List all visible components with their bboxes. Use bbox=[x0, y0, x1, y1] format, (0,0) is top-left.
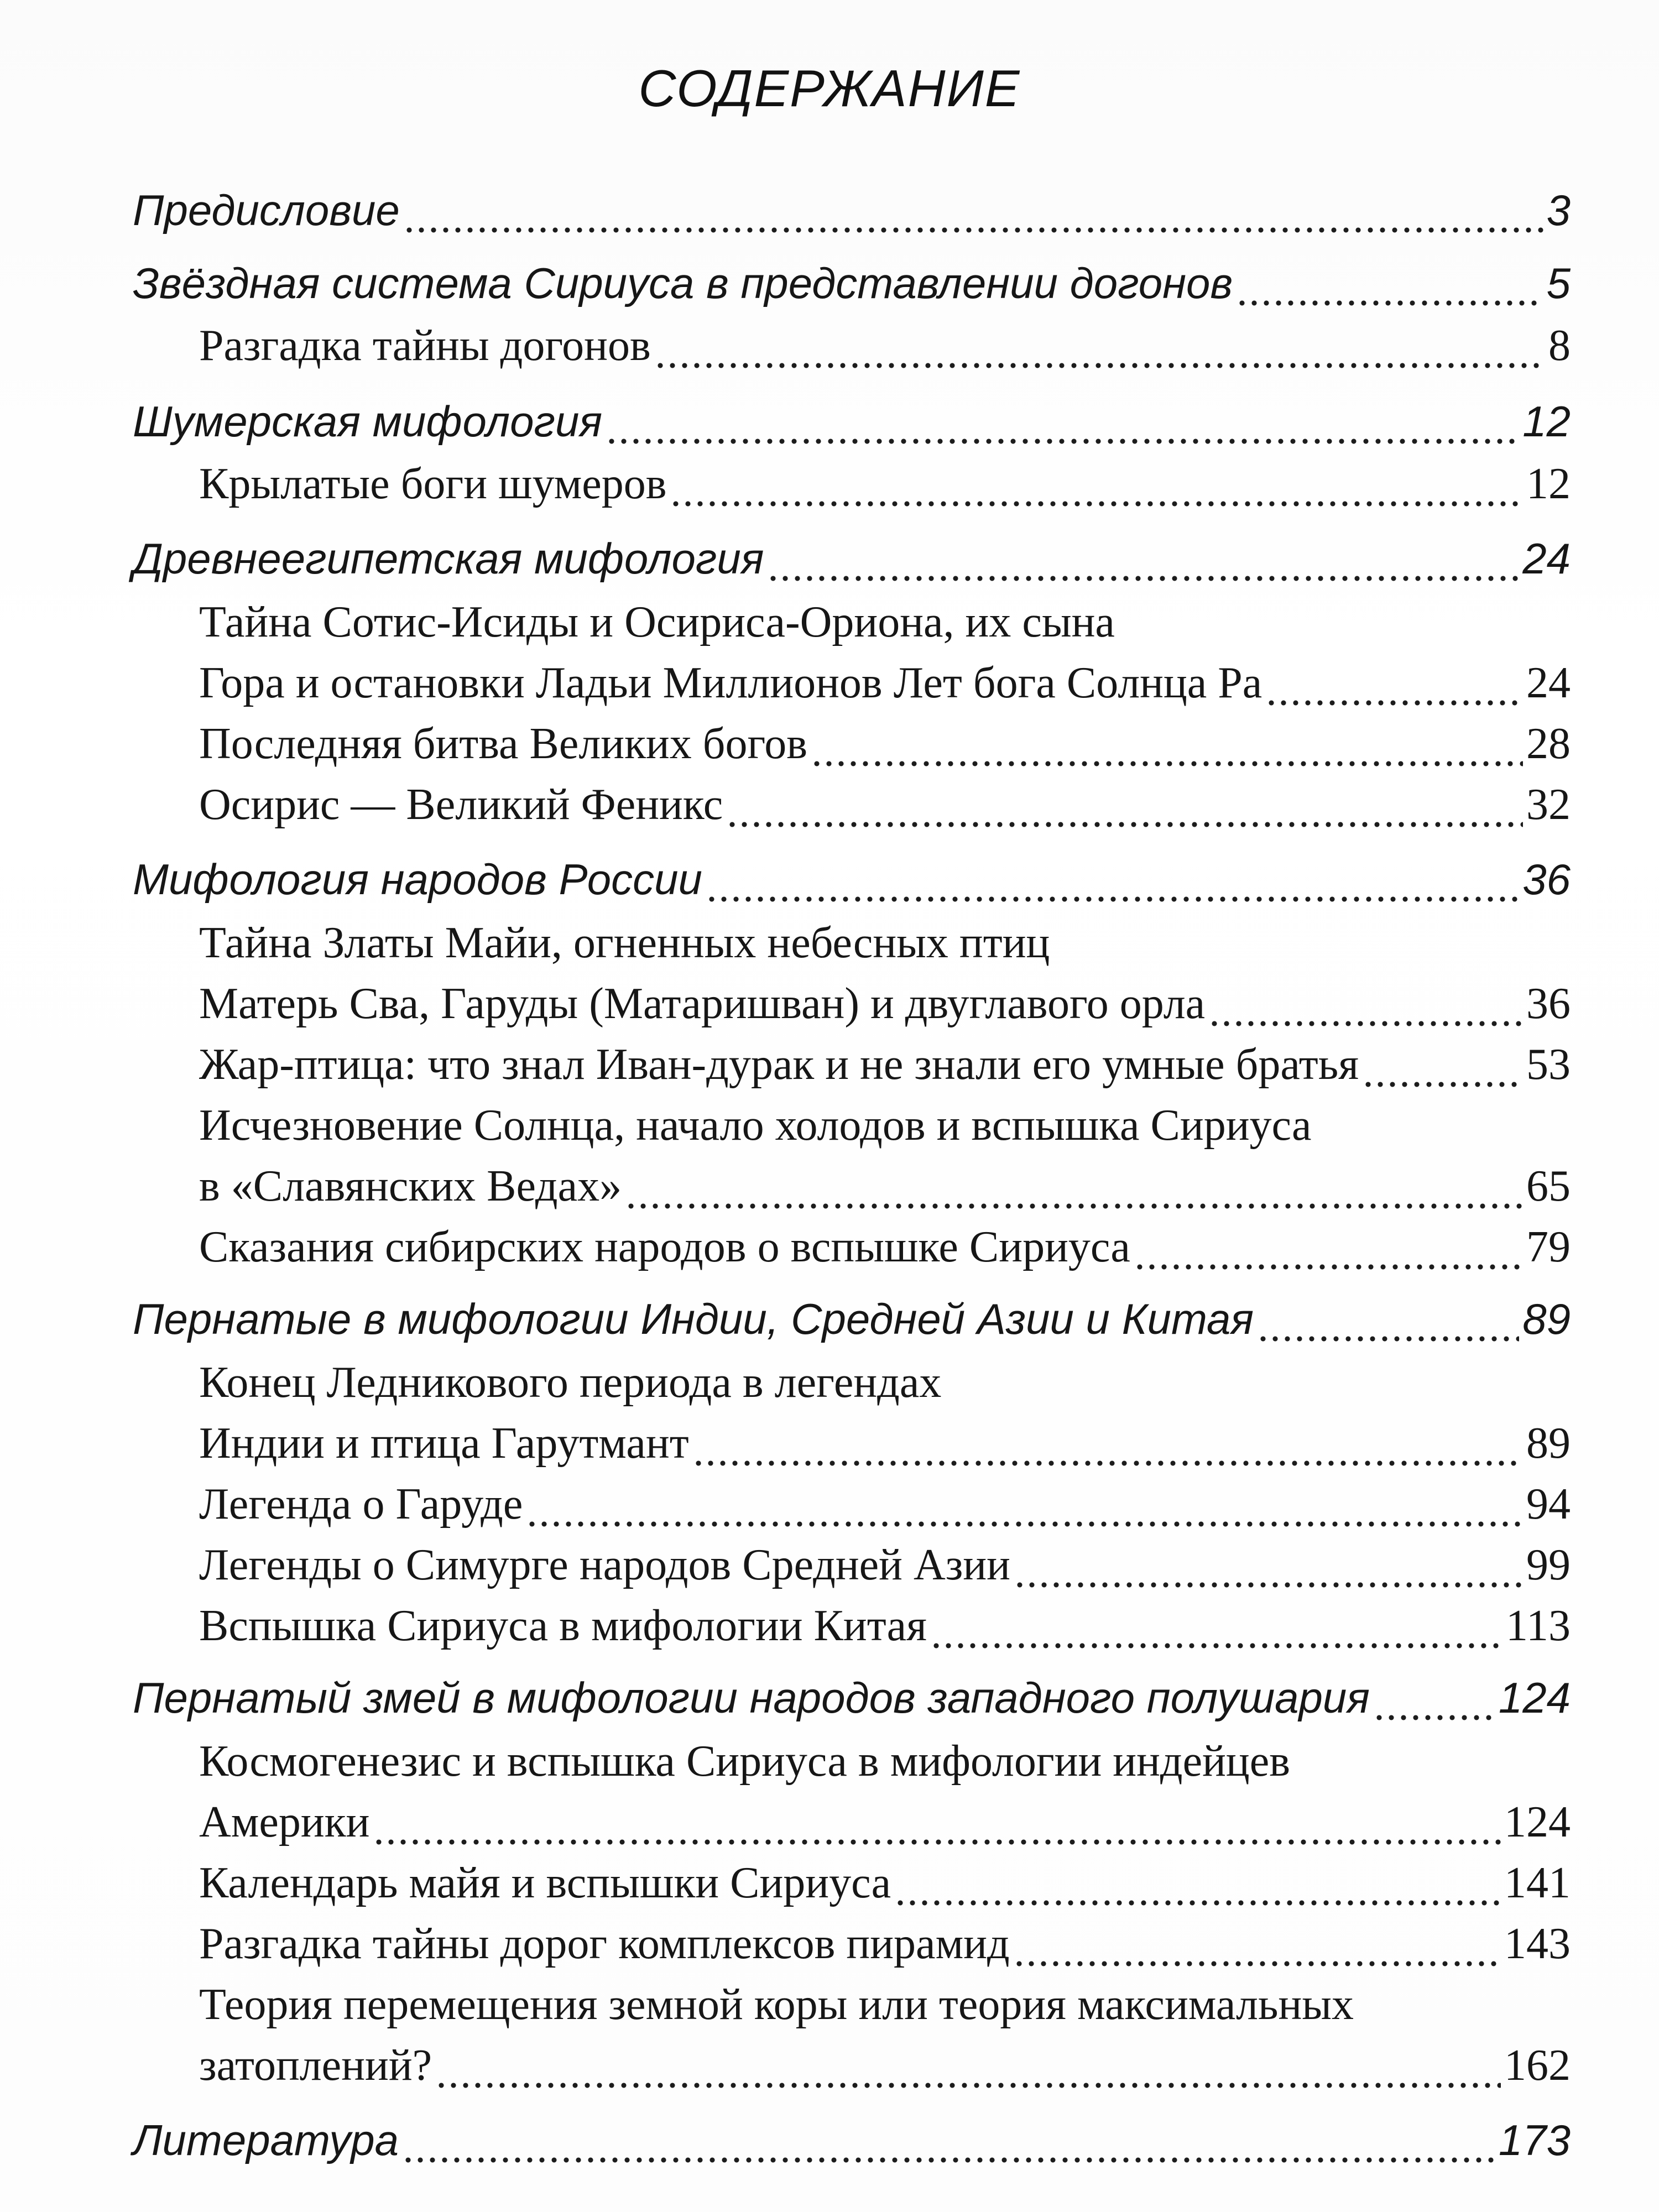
toc-chapter-title: Звёздная система Сириуса в представлении догонов bbox=[133, 259, 1233, 307]
dot-leader bbox=[373, 1794, 1501, 1850]
toc-chapter bbox=[133, 1670, 1571, 1725]
toc-chapter bbox=[133, 531, 1571, 586]
toc-chapter bbox=[133, 182, 1571, 238]
dot-leader bbox=[767, 531, 1519, 586]
dot-leader bbox=[1373, 1670, 1495, 1725]
toc-section bbox=[199, 318, 1571, 373]
toc-section bbox=[199, 1098, 1571, 1153]
toc-section bbox=[199, 594, 1571, 650]
page-number: 173 bbox=[1498, 2116, 1571, 2164]
toc-section bbox=[199, 777, 1571, 832]
page-number: 99 bbox=[1526, 1541, 1571, 1589]
dot-leader bbox=[1257, 1291, 1519, 1347]
toc-chapter-title: Мифология народов России bbox=[133, 855, 702, 904]
page-number: 36 bbox=[1522, 855, 1571, 904]
toc-chapter-title: Пернатый змей в мифологии народов западного полушария bbox=[133, 1673, 1370, 1722]
toc-section-title: Америки bbox=[199, 1798, 370, 1846]
toc-section-title: Последняя битва Великих богов bbox=[199, 719, 808, 768]
toc-section bbox=[199, 1037, 1571, 1092]
page-number: 36 bbox=[1526, 979, 1571, 1028]
dot-leader bbox=[811, 716, 1523, 771]
dot-leader bbox=[625, 1159, 1523, 1214]
toc-section-title: Тайна Сотис-Исиды и Осириса-Ориона, их сына bbox=[199, 598, 1115, 646]
dot-leader bbox=[1236, 255, 1543, 311]
page-number: 94 bbox=[1526, 1480, 1571, 1528]
toc-chapter-title: Предисловие bbox=[133, 186, 400, 234]
page-number: 89 bbox=[1522, 1295, 1571, 1343]
toc-section bbox=[199, 1159, 1571, 1214]
toc-section bbox=[199, 655, 1571, 711]
dot-leader bbox=[1362, 1037, 1523, 1092]
page-title: СОДЕРЖАНИЕ bbox=[638, 59, 1021, 117]
page-number: 5 bbox=[1546, 259, 1571, 307]
page-number: 12 bbox=[1526, 460, 1571, 508]
toc-section-title: Вспышка Сириуса в мифологии Китая bbox=[199, 1601, 927, 1650]
toc-section-title: Индии и птица Гарутмант bbox=[199, 1419, 689, 1468]
toc-section-title: Сказания сибирских народов о вспышке Сириуса bbox=[199, 1223, 1130, 1271]
dot-leader bbox=[435, 2038, 1501, 2093]
toc-section-title: Тайна Златы Майи, огненных небесных птиц bbox=[199, 919, 1050, 967]
toc-section bbox=[199, 2038, 1571, 2093]
dot-leader bbox=[606, 394, 1519, 449]
toc-section bbox=[199, 915, 1571, 971]
toc-section-title: Исчезновение Солнца, начало холодов и вспышка Сириуса bbox=[199, 1101, 1312, 1150]
dot-leader bbox=[1134, 1219, 1523, 1275]
page-number: 162 bbox=[1504, 2041, 1571, 2090]
page-number: 28 bbox=[1526, 719, 1571, 768]
dot-leader bbox=[1265, 655, 1523, 711]
toc-section-title: Космогенезис и вспышка Сириуса в мифологии индейцев bbox=[199, 1737, 1291, 1786]
dot-leader bbox=[1208, 976, 1523, 1031]
toc-section bbox=[199, 456, 1571, 512]
toc-section bbox=[199, 1416, 1571, 1471]
toc-section-title: Матерь Сва, Гаруды (Матаришван) и двуглавого орла bbox=[199, 979, 1206, 1028]
dot-leader bbox=[930, 1598, 1503, 1653]
page-number: 12 bbox=[1522, 397, 1571, 446]
page-number: 65 bbox=[1526, 1162, 1571, 1211]
toc-section-title: Конец Ледникового периода в легендах bbox=[199, 1358, 942, 1407]
toc-section-title: Теория перемещения земной коры или теория максимальных bbox=[199, 1980, 1354, 2029]
toc-section-title: Осирис — Великий Феникс bbox=[199, 780, 723, 829]
dot-leader bbox=[1014, 1537, 1523, 1593]
toc-chapter-title: Пернатые в мифологии Индии, Средней Азии и Китая bbox=[133, 1295, 1254, 1343]
page-number: 8 bbox=[1548, 321, 1571, 370]
toc-section-title: Разгадка тайны дорог комплексов пирамид bbox=[199, 1919, 1010, 1968]
page-number: 141 bbox=[1504, 1859, 1571, 1907]
dot-leader bbox=[654, 318, 1545, 373]
toc-chapter bbox=[133, 1291, 1571, 1347]
toc-section bbox=[199, 1355, 1571, 1410]
page-number: 32 bbox=[1526, 780, 1571, 829]
toc-section-title: в «Славянских Ведах» bbox=[199, 1162, 622, 1211]
dot-leader bbox=[526, 1477, 1523, 1532]
dot-leader bbox=[1013, 1916, 1501, 1971]
page-number: 24 bbox=[1526, 659, 1571, 707]
dot-leader bbox=[894, 1855, 1501, 1911]
page-number: 143 bbox=[1504, 1919, 1571, 1968]
toc-section bbox=[199, 1734, 1571, 1789]
toc-section bbox=[199, 976, 1571, 1031]
toc-section-title: Гора и остановки Ладьи Миллионов Лет бога Солнца Ра bbox=[199, 659, 1262, 707]
toc-section bbox=[199, 1794, 1571, 1850]
dot-leader bbox=[403, 182, 1543, 238]
toc-chapter-title: Древнеегипетская мифология bbox=[133, 534, 764, 583]
toc-section bbox=[199, 1855, 1571, 1911]
toc-section bbox=[199, 1477, 1571, 1532]
page-number: 124 bbox=[1504, 1798, 1571, 1846]
page-number: 24 bbox=[1522, 534, 1571, 583]
toc-section bbox=[199, 716, 1571, 771]
toc-section bbox=[199, 1219, 1571, 1275]
page-number: 79 bbox=[1526, 1223, 1571, 1271]
toc-section bbox=[199, 1598, 1571, 1653]
toc-section-title: затоплений? bbox=[199, 2041, 432, 2090]
toc-chapter-title: Литература bbox=[133, 2116, 399, 2164]
dot-leader bbox=[692, 1416, 1523, 1471]
page-number: 3 bbox=[1546, 186, 1571, 234]
page-number: 113 bbox=[1505, 1601, 1571, 1650]
toc-chapter-title: Шумерская мифология bbox=[133, 397, 603, 446]
toc-chapter bbox=[133, 394, 1571, 449]
toc-chapter bbox=[133, 255, 1571, 311]
toc-section bbox=[199, 1916, 1571, 1971]
toc-section bbox=[199, 1537, 1571, 1593]
toc-section-title: Легенда о Гаруде bbox=[199, 1480, 523, 1528]
toc-section-title: Легенды о Симурге народов Средней Азии bbox=[199, 1541, 1010, 1589]
toc-section-title: Крылатые боги шумеров bbox=[199, 460, 667, 508]
dot-leader bbox=[670, 456, 1523, 512]
page-number: 89 bbox=[1526, 1419, 1571, 1468]
toc-chapter bbox=[133, 852, 1571, 907]
dot-leader bbox=[726, 777, 1523, 832]
toc-section-title: Жар-птица: что знал Иван-дурак и не знали его умные братья bbox=[199, 1040, 1359, 1089]
toc-chapter bbox=[133, 2112, 1571, 2168]
toc-section bbox=[199, 1977, 1571, 2032]
toc-section-title: Календарь майя и вспышки Сириуса bbox=[199, 1859, 891, 1907]
toc-section-title: Разгадка тайны догонов bbox=[199, 321, 651, 370]
dot-leader bbox=[402, 2112, 1495, 2168]
page-number: 53 bbox=[1526, 1040, 1571, 1089]
page-number: 124 bbox=[1498, 1673, 1571, 1722]
dot-leader bbox=[706, 852, 1519, 907]
